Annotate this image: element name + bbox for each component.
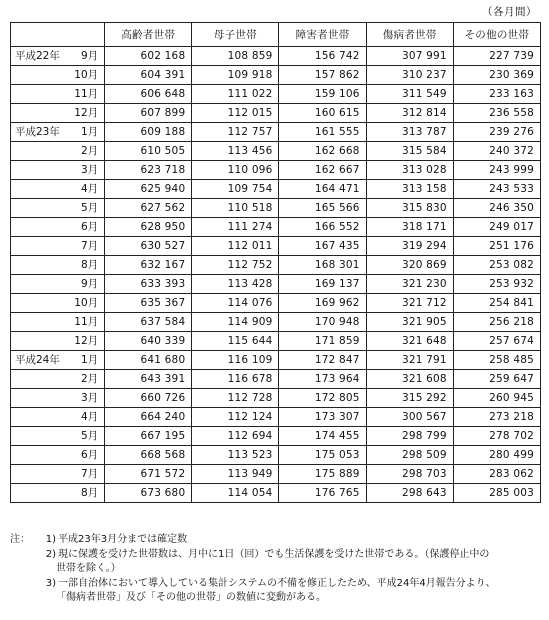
value-cell: 162 667 (279, 161, 366, 180)
period-cell (11, 332, 105, 351)
note-text: 現に保護を受けた世帯数は、月中に1日（回）でも生活保護を受けた世帯である。（保護停止中の (58, 548, 490, 560)
table-body (11, 47, 541, 503)
month-label: 1月 (80, 354, 99, 366)
month-label: 8月 (80, 259, 99, 271)
value-cell: 610 505 (105, 142, 192, 161)
value-cell: 625 940 (105, 180, 192, 199)
value-cell: 112 124 (192, 408, 279, 427)
value-cell: 298 799 (366, 427, 453, 446)
table-row (11, 484, 541, 503)
value-cell: 114 909 (192, 313, 279, 332)
note-number: 3) (45, 577, 56, 589)
table-row (11, 199, 541, 218)
period-cell (11, 237, 105, 256)
value-cell: 115 644 (192, 332, 279, 351)
value-cell: 253 082 (453, 256, 540, 275)
value-cell: 160 615 (279, 104, 366, 123)
table-row (11, 313, 541, 332)
value-cell: 109 918 (192, 66, 279, 85)
value-cell: 313 028 (366, 161, 453, 180)
table-row (11, 237, 541, 256)
value-cell: 607 899 (105, 104, 192, 123)
value-cell: 175 053 (279, 446, 366, 465)
value-cell: 260 945 (453, 389, 540, 408)
table-row (11, 427, 541, 446)
value-cell: 315 830 (366, 199, 453, 218)
value-cell: 254 841 (453, 294, 540, 313)
month-label: 12月 (74, 335, 99, 347)
value-cell: 628 950 (105, 218, 192, 237)
value-cell: 164 471 (279, 180, 366, 199)
value-cell: 253 932 (453, 275, 540, 294)
header-period (11, 23, 105, 47)
table-row (11, 180, 541, 199)
value-cell: 172 805 (279, 389, 366, 408)
value-cell: 604 391 (105, 66, 192, 85)
value-cell: 630 527 (105, 237, 192, 256)
month-label: 4月 (80, 183, 99, 195)
value-cell: 298 643 (366, 484, 453, 503)
value-cell: 640 339 (105, 332, 192, 351)
table-row (11, 370, 541, 389)
value-cell: 273 218 (453, 408, 540, 427)
period-cell (11, 370, 105, 389)
note-text-continued: 世帯を除く。） (56, 563, 121, 574)
value-cell: 171 859 (279, 332, 366, 351)
period-cell (11, 446, 105, 465)
period-cell (11, 484, 105, 503)
month-label: 2月 (80, 145, 99, 157)
month-label: 12月 (74, 107, 99, 119)
value-cell: 175 889 (279, 465, 366, 484)
period-cell (11, 427, 105, 446)
month-label: 3月 (80, 392, 99, 404)
note-1 (10, 533, 545, 548)
value-cell: 116 678 (192, 370, 279, 389)
value-cell: 112 757 (192, 123, 279, 142)
value-cell: 664 240 (105, 408, 192, 427)
period-cell (11, 218, 105, 237)
value-cell: 673 680 (105, 484, 192, 503)
value-cell: 312 814 (366, 104, 453, 123)
unit-label: （各月間） (482, 6, 537, 18)
value-cell: 321 608 (366, 370, 453, 389)
value-cell: 298 509 (366, 446, 453, 465)
value-cell: 627 562 (105, 199, 192, 218)
period-cell (11, 161, 105, 180)
value-cell: 114 076 (192, 294, 279, 313)
value-cell: 249 017 (453, 218, 540, 237)
value-cell: 310 237 (366, 66, 453, 85)
value-cell: 321 712 (366, 294, 453, 313)
era-label: 平成24年 (15, 354, 60, 366)
value-cell: 113 523 (192, 446, 279, 465)
value-cell: 227 739 (453, 47, 540, 66)
header-elderly: 高齢者世帯 (105, 23, 192, 47)
value-cell: 157 862 (279, 66, 366, 85)
value-cell: 668 568 (105, 446, 192, 465)
value-cell: 169 962 (279, 294, 366, 313)
notes-prefix: 注： (10, 534, 30, 545)
period-cell (11, 389, 105, 408)
month-label: 1月 (80, 126, 99, 138)
period-cell (11, 199, 105, 218)
table-row (11, 104, 541, 123)
value-cell: 172 847 (279, 351, 366, 370)
header-disabled: 障害者世帯 (279, 23, 366, 47)
table-row (11, 85, 541, 104)
value-cell: 114 054 (192, 484, 279, 503)
value-cell: 168 301 (279, 256, 366, 275)
note-3 (10, 577, 545, 592)
table-row (11, 66, 541, 85)
value-cell: 236 558 (453, 104, 540, 123)
month-label: 11月 (74, 88, 99, 100)
value-cell: 315 292 (366, 389, 453, 408)
table-header (11, 23, 541, 47)
value-cell: 321 230 (366, 275, 453, 294)
value-cell: 162 668 (279, 142, 366, 161)
value-cell: 167 435 (279, 237, 366, 256)
value-cell: 321 905 (366, 313, 453, 332)
value-cell: 633 393 (105, 275, 192, 294)
value-cell: 280 499 (453, 446, 540, 465)
value-cell: 112 728 (192, 389, 279, 408)
era-label: 平成22年 (15, 50, 60, 62)
value-cell: 256 218 (453, 313, 540, 332)
period-cell (11, 294, 105, 313)
value-cell: 637 584 (105, 313, 192, 332)
value-cell: 243 999 (453, 161, 540, 180)
value-cell: 307 991 (366, 47, 453, 66)
value-cell: 635 367 (105, 294, 192, 313)
value-cell: 174 455 (279, 427, 366, 446)
value-cell: 667 195 (105, 427, 192, 446)
value-cell: 109 754 (192, 180, 279, 199)
value-cell: 623 718 (105, 161, 192, 180)
table-row (11, 332, 541, 351)
month-label: 5月 (80, 430, 99, 442)
period-cell (11, 275, 105, 294)
value-cell: 319 294 (366, 237, 453, 256)
month-label: 7月 (80, 468, 99, 480)
table-row (11, 465, 541, 484)
value-cell: 116 109 (192, 351, 279, 370)
value-cell: 285 003 (453, 484, 540, 503)
value-cell: 321 791 (366, 351, 453, 370)
value-cell: 321 648 (366, 332, 453, 351)
table-row (11, 389, 541, 408)
value-cell: 113 428 (192, 275, 279, 294)
value-cell: 641 680 (105, 351, 192, 370)
note-text-continued: 「傷病者世帯」及び「その他の世帯」の数値に変動がある。 (56, 592, 326, 603)
note-number: 2) (45, 548, 56, 560)
value-cell: 173 964 (279, 370, 366, 389)
value-cell: 169 137 (279, 275, 366, 294)
note-text: 一部自治体において導入している集計システムの不備を修正したため、平成24年4月報告分より、 (58, 577, 496, 589)
table-row (11, 408, 541, 427)
value-cell: 311 549 (366, 85, 453, 104)
header-single-mother: 母子世帯 (192, 23, 279, 47)
value-cell: 246 350 (453, 199, 540, 218)
value-cell: 313 787 (366, 123, 453, 142)
month-label: 5月 (80, 202, 99, 214)
value-cell: 243 533 (453, 180, 540, 199)
month-label: 6月 (80, 449, 99, 461)
value-cell: 113 456 (192, 142, 279, 161)
value-cell: 111 022 (192, 85, 279, 104)
value-cell: 258 485 (453, 351, 540, 370)
period-cell (11, 47, 105, 66)
value-cell: 233 163 (453, 85, 540, 104)
table-row (11, 142, 541, 161)
era-label: 平成23年 (15, 126, 60, 138)
header-sick-injured: 傷病者世帯 (366, 23, 453, 47)
header-row (11, 23, 541, 47)
period-cell (11, 104, 105, 123)
value-cell: 112 752 (192, 256, 279, 275)
table-row (11, 218, 541, 237)
table-row (11, 294, 541, 313)
table-row (11, 351, 541, 370)
period-cell (11, 256, 105, 275)
value-cell: 161 555 (279, 123, 366, 142)
value-cell: 278 702 (453, 427, 540, 446)
month-label: 9月 (80, 278, 99, 290)
month-label: 4月 (80, 411, 99, 423)
period-cell (11, 408, 105, 427)
note-number: 1) (45, 534, 56, 545)
value-cell: 602 168 (105, 47, 192, 66)
value-cell: 257 674 (453, 332, 540, 351)
value-cell: 111 274 (192, 218, 279, 237)
value-cell: 166 552 (279, 218, 366, 237)
period-cell (11, 142, 105, 161)
value-cell: 170 948 (279, 313, 366, 332)
month-label: 7月 (80, 240, 99, 252)
value-cell: 313 158 (366, 180, 453, 199)
month-label: 2月 (80, 373, 99, 385)
value-cell: 112 015 (192, 104, 279, 123)
table-row (11, 256, 541, 275)
note-2 (10, 548, 545, 563)
value-cell: 239 276 (453, 123, 540, 142)
value-cell: 112 694 (192, 427, 279, 446)
table-row (11, 446, 541, 465)
value-cell: 112 011 (192, 237, 279, 256)
period-cell (11, 465, 105, 484)
value-cell: 110 096 (192, 161, 279, 180)
note-text: 平成23年3月分までは確定数 (58, 534, 188, 545)
value-cell: 671 572 (105, 465, 192, 484)
table-row (11, 161, 541, 180)
value-cell: 230 369 (453, 66, 540, 85)
value-cell: 108 859 (192, 47, 279, 66)
value-cell: 173 307 (279, 408, 366, 427)
month-label: 9月 (80, 50, 99, 62)
value-cell: 315 584 (366, 142, 453, 161)
value-cell: 110 518 (192, 199, 279, 218)
month-label: 11月 (74, 316, 99, 328)
value-cell: 113 949 (192, 465, 279, 484)
value-cell: 298 703 (366, 465, 453, 484)
period-cell (11, 180, 105, 199)
period-cell (11, 85, 105, 104)
month-label: 3月 (80, 164, 99, 176)
value-cell: 283 062 (453, 465, 540, 484)
value-cell: 660 726 (105, 389, 192, 408)
value-cell: 251 176 (453, 237, 540, 256)
value-cell: 240 372 (453, 142, 540, 161)
header-other: その他の世帯 (453, 23, 540, 47)
value-cell: 632 167 (105, 256, 192, 275)
value-cell: 606 648 (105, 85, 192, 104)
table-row (11, 275, 541, 294)
month-label: 10月 (74, 297, 99, 309)
value-cell: 156 742 (279, 47, 366, 66)
value-cell: 609 188 (105, 123, 192, 142)
table-row (11, 123, 541, 142)
month-label: 8月 (80, 487, 99, 499)
value-cell: 318 171 (366, 218, 453, 237)
period-cell (11, 123, 105, 142)
value-cell: 643 391 (105, 370, 192, 389)
value-cell: 176 765 (279, 484, 366, 503)
period-cell (11, 313, 105, 332)
value-cell: 165 566 (279, 199, 366, 218)
value-cell: 159 106 (279, 85, 366, 104)
period-cell (11, 66, 105, 85)
month-label: 6月 (80, 221, 99, 233)
month-label: 10月 (74, 69, 99, 81)
value-cell: 259 647 (453, 370, 540, 389)
table-row (11, 47, 541, 66)
period-cell (11, 351, 105, 370)
notes (10, 533, 545, 606)
households-table (10, 22, 541, 503)
value-cell: 300 567 (366, 408, 453, 427)
value-cell: 320 869 (366, 256, 453, 275)
